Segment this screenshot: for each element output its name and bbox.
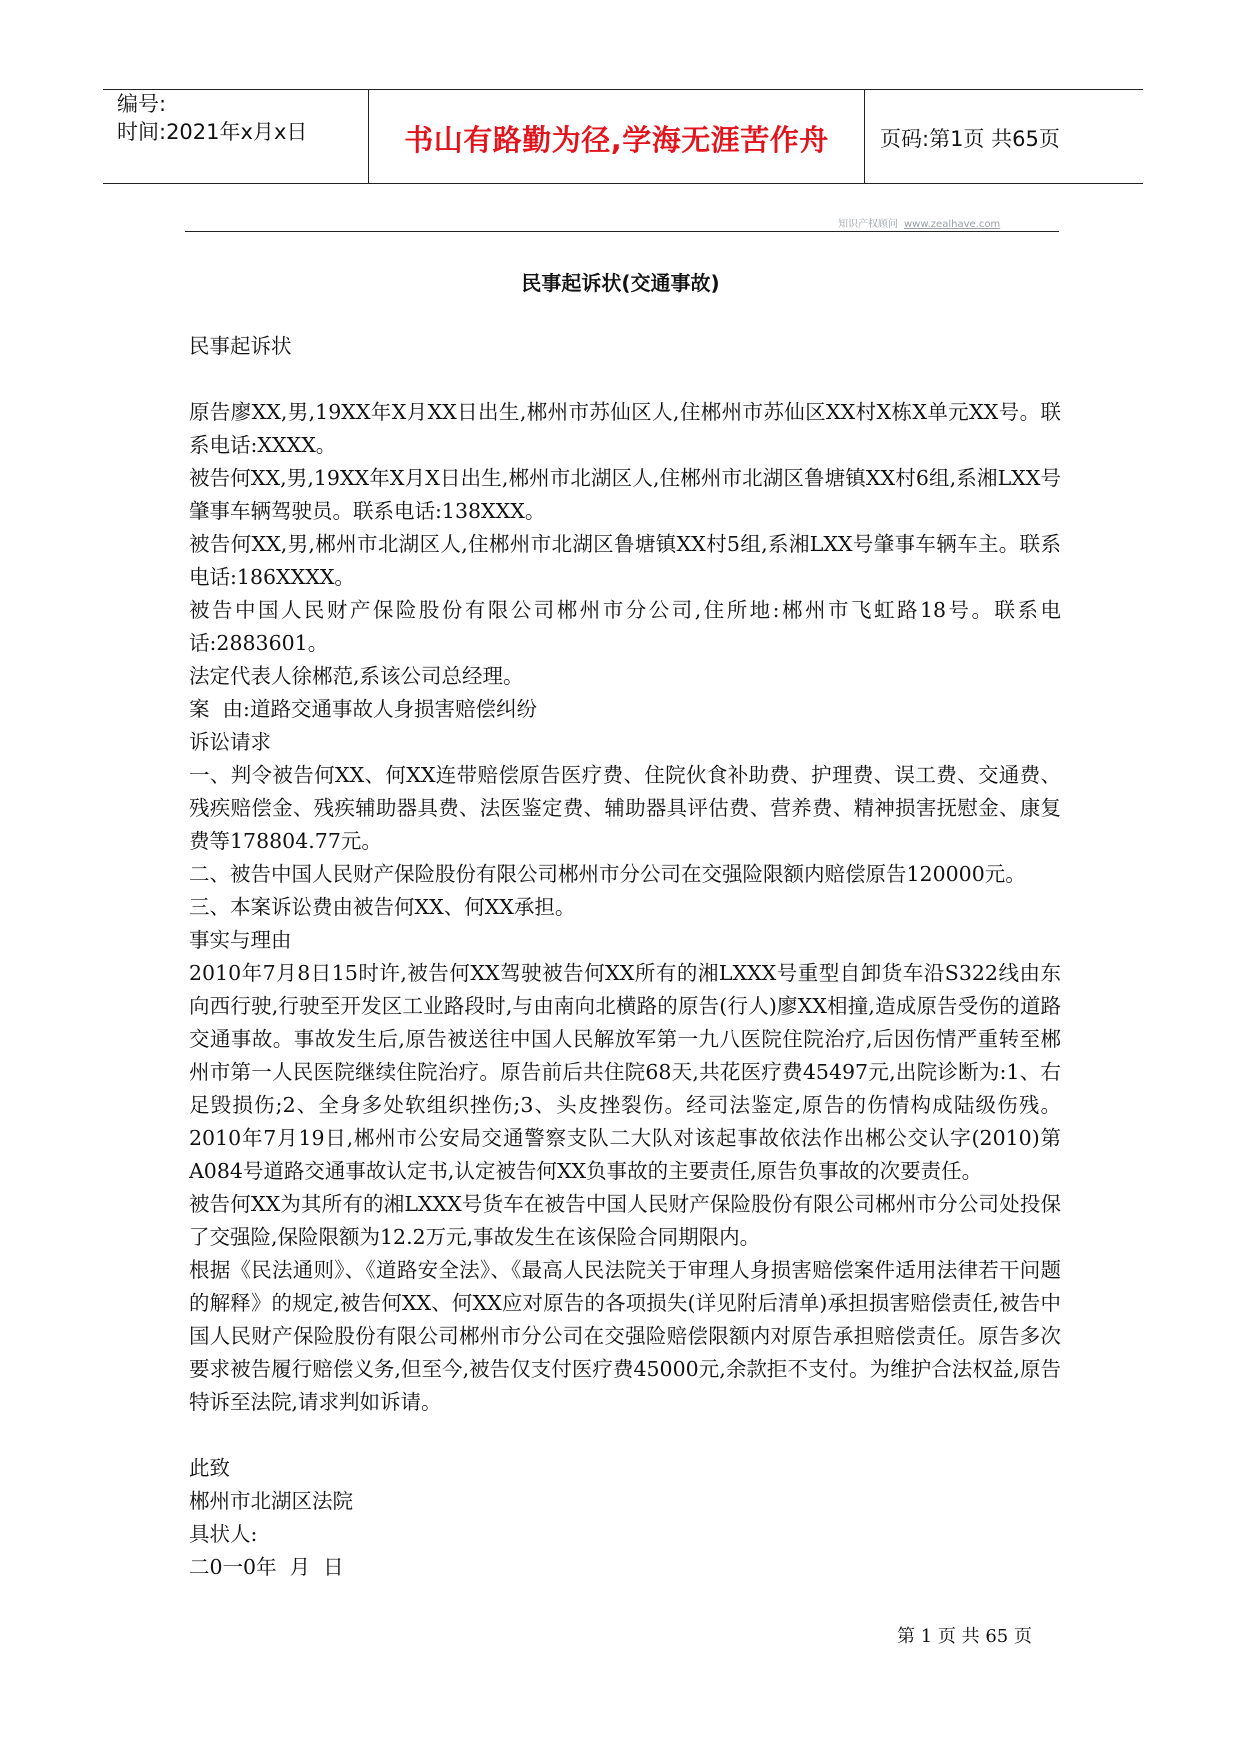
page-footer: 第 1 页 共 65 页 bbox=[897, 1626, 1032, 1647]
claims-heading: 诉讼请求 bbox=[189, 730, 271, 754]
paragraph: 案 由:道路交通事故人身损害赔偿纠纷 bbox=[189, 697, 537, 721]
closing-line: 此致 bbox=[189, 1456, 230, 1480]
paragraph: 2010年7月8日15时许,被告何XX驾驶被告何XX所有的湘LXXX号重型自卸货车沿S322线由东向西行驶,行驶至开发区工业路段时,与由南向北横路的原告(行人)廖XX相撞,造成原告受伤的道路交通事故。事故发生后,原告被送往中国人民解放军第一九八医院住院治疗,后因伤情严重转至郴州市第一人民医院继续住院治疗。原告前后共住院68天,共花医疗费45497元,出院诊断为:1、右足毁损伤;2、全身多处软组织挫伤;3、头皮挫裂伤。经司法鉴定,原告的伤情构成陆级伤残。2010年7月19日,郴州市公安局交通警察支队二大队对该起事故依法作出郴公交认字(2010)第A084号道路交通事故认定书,认定被告何XX负事故的主要责任,原告负事故的次要责任。 bbox=[189, 961, 1061, 1183]
paragraph: 被告何XX,男,19XX年X月X日出生,郴州市北湖区人,住郴州市北湖区鲁塘镇XX村6组,系湘LXX号肇事车辆驾驶员。联系电话:138XXX。 bbox=[189, 466, 1061, 523]
paragraph: 原告廖XX,男,19XX年X月XX日出生,郴州市苏仙区人,住郴州市苏仙区XX村X栋X单元XX号。联系电话:XXXX。 bbox=[189, 400, 1061, 457]
time-label: 时间:2021年x月x日 bbox=[117, 120, 308, 144]
header-left-cell bbox=[103, 90, 368, 183]
page-code: 页码:第1页 共65页 bbox=[880, 127, 1060, 151]
paragraph: 根据《民法通则》、《道路安全法》、《最高人民法院关于审理人身损害赔偿案件适用法律若干问题的解释》的规定,被告何XX、何XX应对原告的各项损失(详见附后清单)承担损害赔偿责任,被告中国人民财产保险股份有限公司郴州市分公司在交强险赔偿限额内对原告承担赔偿责任。原告多次要求被告履行赔偿义务,但至今,被告仅支付医疗费45000元,余款拒不支付。为维护合法权益,原告特诉至法院,请求判如诉请。 bbox=[189, 1258, 1061, 1414]
divider-rule bbox=[185, 231, 1059, 232]
motto-text: 书山有路勤为径,学海无涯苦作舟 bbox=[404, 123, 829, 157]
facts-heading: 事实与理由 bbox=[189, 928, 292, 952]
document-header bbox=[103, 89, 1143, 184]
number-label: 编号: bbox=[117, 92, 167, 116]
closing-line: 具状人: bbox=[189, 1522, 258, 1546]
header-center-cell bbox=[368, 90, 865, 183]
paragraph: 被告何XX为其所有的湘LXXX号货车在被告中国人民财产保险股份有限公司郴州市分公司处投保了交强险,保险限额为12.2万元,事故发生在该保险合同期限内。 bbox=[189, 1192, 1061, 1249]
paragraph: 二、被告中国人民财产保险股份有限公司郴州市分公司在交强险限额内赔偿原告120000元。 bbox=[189, 862, 1026, 886]
paragraph: 被告何XX,男,郴州市北湖区人,住郴州市北湖区鲁塘镇XX村5组,系湘LXX号肇事车辆车主。联系电话:186XXXX。 bbox=[189, 532, 1061, 589]
closing-line: 郴州市北湖区法院 bbox=[189, 1489, 353, 1513]
watermark-url[interactable]: www.zealhave.com bbox=[904, 219, 1001, 230]
closing-line: 二0一0年 月 日 bbox=[189, 1555, 344, 1579]
header-right-cell bbox=[864, 90, 1143, 183]
document-title: 民事起诉状(交通事故) bbox=[521, 271, 720, 295]
watermark-text: 知识产权顾问 bbox=[838, 219, 898, 230]
paragraph: 一、判令被告何XX、何XX连带赔偿原告医疗费、住院伙食补助费、护理费、误工费、交通费、残疾赔偿金、残疾辅助器具费、法医鉴定费、辅助器具评估费、营养费、精神损害抚慰金、康复费等178804.77元。 bbox=[189, 763, 1061, 853]
paragraph: 被告中国人民财产保险股份有限公司郴州市分公司,住所地:郴州市飞虹路18号。联系电话:2883601。 bbox=[189, 598, 1061, 655]
spacer bbox=[189, 1419, 1061, 1452]
document-body bbox=[189, 330, 1061, 1584]
spacer bbox=[189, 363, 1061, 396]
section-heading: 民事起诉状 bbox=[189, 334, 292, 358]
paragraph: 三、本案诉讼费由被告何XX、何XX承担。 bbox=[189, 895, 576, 919]
paragraph: 法定代表人徐郴范,系该公司总经理。 bbox=[189, 664, 524, 688]
watermark bbox=[838, 215, 1000, 230]
